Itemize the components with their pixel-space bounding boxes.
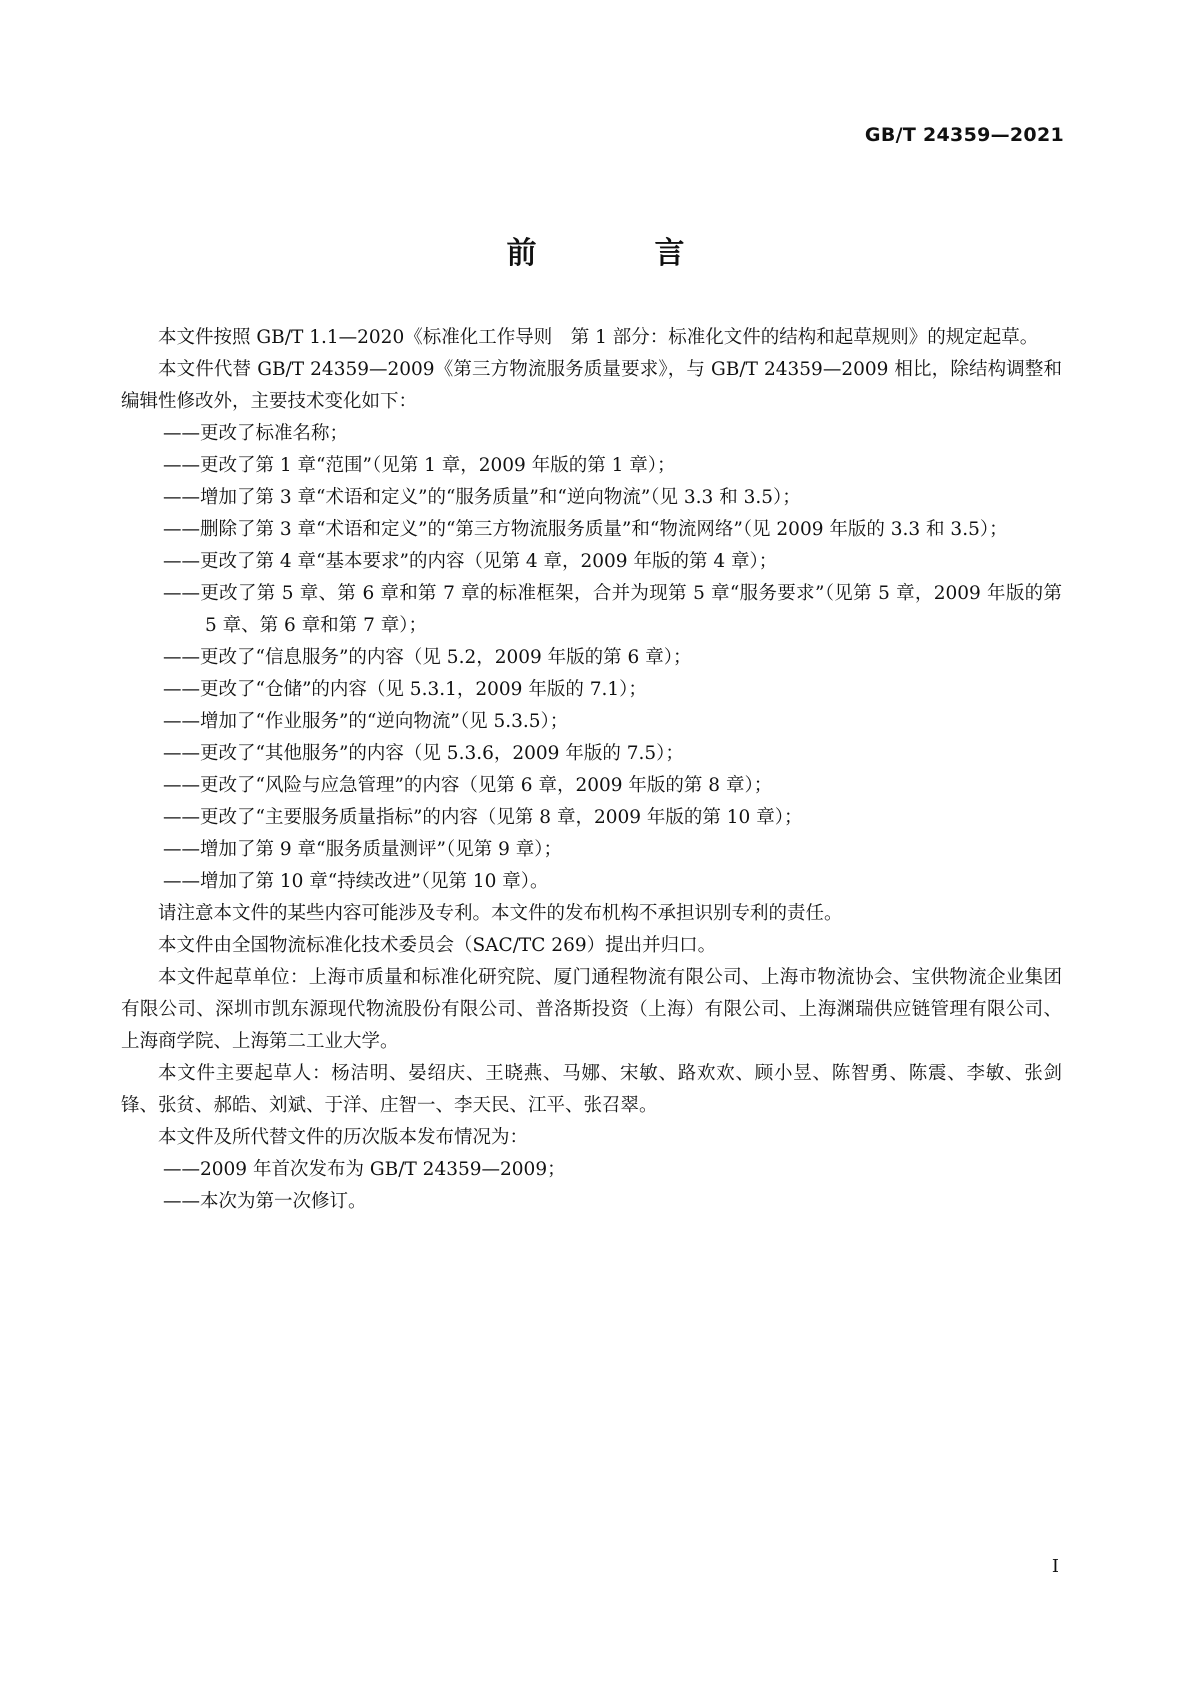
change-item: ——更改了标准名称； bbox=[163, 423, 349, 444]
paragraph-drafting-rules: 本文件按照 GB/T 1.1—2020《标准化工作导则 第 1 部分：标准化文件的结构和起草规则》的规定起草。 bbox=[158, 327, 1039, 348]
paragraph-proposer: 本文件由全国物流标准化技术委员会（SAC/TC 269）提出并归口。 bbox=[158, 935, 717, 956]
change-item: ——删除了第 3 章“术语和定义”的“第三方物流服务质量”和“物流网络”（见 2009 年版的 3.3 和 3.5）； bbox=[163, 519, 1008, 540]
change-list bbox=[121, 418, 1062, 898]
history-list bbox=[121, 1154, 1062, 1218]
document-body bbox=[121, 322, 1062, 1218]
change-item: ——更改了“信息服务”的内容（见 5.2，2009 年版的第 6 章）； bbox=[163, 647, 692, 668]
change-item: ——更改了第 1 章“范围”（见第 1 章，2009 年版的第 1 章）； bbox=[163, 455, 676, 476]
change-item: ——更改了第 5 章、第 6 章和第 7 章的标准框架，合并为现第 5 章“服务要求”（见第 5 章，2009 年版的第 5 章、第 6 章和第 7 章）； bbox=[163, 583, 1062, 636]
history-item: ——2009 年首次发布为 GB/T 24359—2009； bbox=[163, 1159, 566, 1180]
paragraph-replacement: 本文件代替 GB/T 24359—2009《第三方物流服务质量要求》，与 GB/T 24359—2009 相比，除结构调整和编辑性修改外，主要技术变化如下： bbox=[121, 359, 1062, 412]
change-item: ——更改了第 4 章“基本要求”的内容（见第 4 章，2009 年版的第 4 章）； bbox=[163, 551, 778, 572]
change-item: ——更改了“仓储”的内容（见 5.3.1，2009 年版的 7.1）； bbox=[163, 679, 647, 700]
paragraph-version-history: 本文件及所代替文件的历次版本发布情况为： bbox=[158, 1127, 529, 1148]
change-item: ——更改了“风险与应急管理”的内容（见第 6 章，2009 年版的第 8 章）； bbox=[163, 775, 773, 796]
change-item: ——增加了第 3 章“术语和定义”的“服务质量”和“逆向物流”（见 3.3 和 3.5）； bbox=[163, 487, 801, 508]
paragraph-drafters: 本文件主要起草人：杨洁明、晏绍庆、王晓燕、马娜、宋敏、路欢欢、顾小昱、陈智勇、陈震、李敏、张剑锋、张贫、郝皓、刘斌、于洋、庄智一、李天民、江平、张召翠。 bbox=[121, 1063, 1062, 1116]
standard-code: GB/T 24359—2021 bbox=[864, 124, 1064, 146]
change-item: ——更改了“主要服务质量指标”的内容（见第 8 章，2009 年版的第 10 章）； bbox=[163, 807, 803, 828]
page-title: 前 言 bbox=[506, 236, 729, 271]
paragraph-drafting-organizations: 本文件起草单位：上海市质量和标准化研究院、厦门通程物流有限公司、上海市物流协会、宝供物流企业集团有限公司、深圳市凯东源现代物流股份有限公司、普洛斯投资（上海）有限公司、上海渊瑞供应链管理有限公司、上海商学院、上海第二工业大学。 bbox=[121, 967, 1062, 1052]
change-item: ——增加了第 9 章“服务质量测评”（见第 9 章）； bbox=[163, 839, 562, 860]
change-item: ——更改了“其他服务”的内容（见 5.3.6，2009 年版的 7.5）； bbox=[163, 743, 684, 764]
history-item: ——本次为第一次修订。 bbox=[163, 1191, 367, 1212]
change-item: ——增加了第 10 章“持续改进”（见第 10 章）。 bbox=[163, 871, 549, 892]
page-number: I bbox=[1051, 1556, 1059, 1577]
paragraph-patent-notice: 请注意本文件的某些内容可能涉及专利。本文件的发布机构不承担识别专利的责任。 bbox=[158, 903, 843, 924]
change-item: ——增加了“作业服务”的“逆向物流”（见 5.3.5）； bbox=[163, 711, 569, 732]
